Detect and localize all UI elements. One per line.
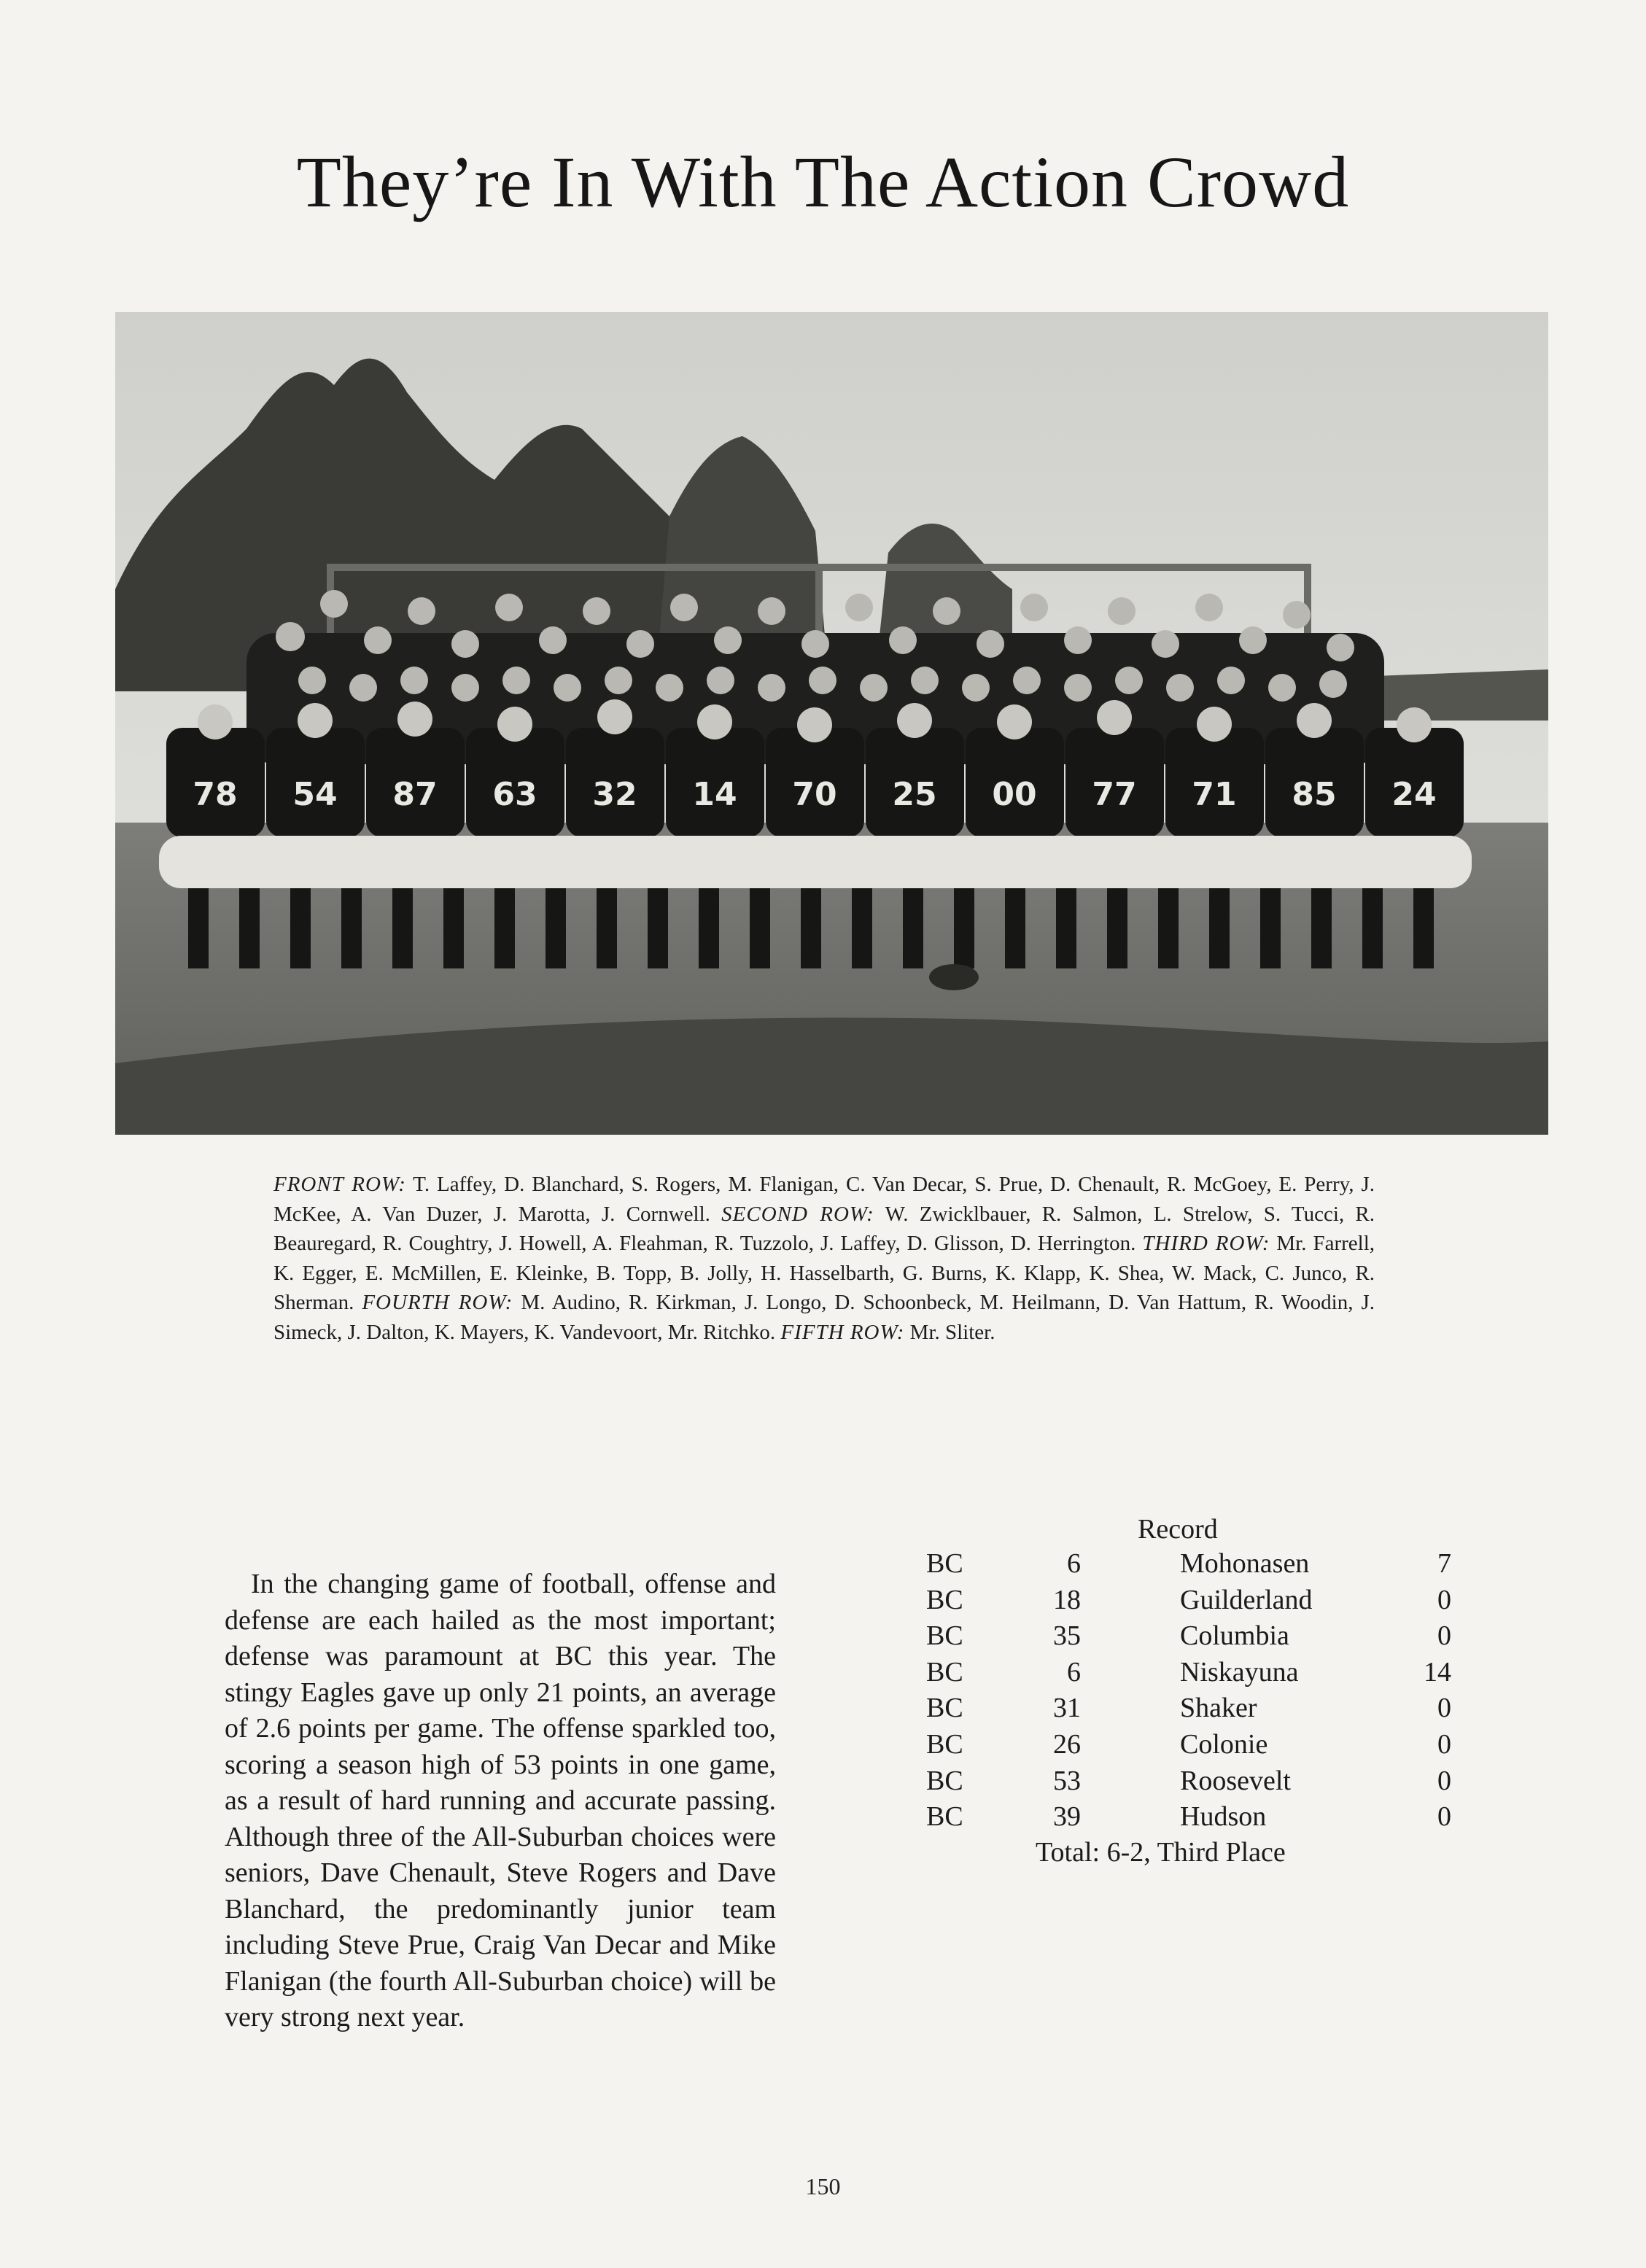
score-cell: 31 (1053, 1693, 1081, 1724)
jersey-number: 77 (1092, 776, 1137, 813)
front-row-label: FRONT ROW: (273, 1173, 406, 1196)
score-cell: 53 (1053, 1765, 1081, 1796)
record-title: Record (1138, 1514, 1218, 1545)
score-cell: 26 (1053, 1728, 1081, 1760)
record-row (926, 1546, 1451, 1582)
team-cell: BC (926, 1693, 963, 1724)
second-row-names: W. Zwicklbauer, R. Salmon, L. Strelow, S. Tucci, R. Beauregard, R. Coughtry, J. Howell, A. Fleahman, R. Tuzzolo, J. Laffey, D. Glisson, D. Herrington. (273, 1202, 1375, 1255)
record-row (926, 1618, 1451, 1655)
jersey-number: 87 (392, 776, 438, 813)
score-cell: 6 (1067, 1656, 1081, 1688)
jersey-number: 25 (892, 776, 937, 813)
team-photo-illustration (115, 312, 1548, 1135)
opponent-score-cell: 14 (1424, 1656, 1451, 1688)
jersey-number: 24 (1391, 776, 1437, 813)
jersey-number: 85 (1292, 776, 1337, 813)
photo-caption (273, 1170, 1375, 1347)
fourth-row-names: M. Audino, R. Kirkman, J. Longo, D. Schoonbeck, M. Heilmann, D. Van Hattum, R. Woodin, J. Simeck, J. Dalton, K. Mayers, K. Vandevoort, Mr. Ritchko. (273, 1291, 1375, 1344)
score-cell: 39 (1053, 1801, 1081, 1833)
second-row-label: SECOND ROW: (721, 1202, 874, 1226)
team-cell: BC (926, 1765, 963, 1796)
opponent-score-cell: 0 (1437, 1801, 1451, 1833)
jersey-number: 00 (992, 776, 1037, 813)
score-cell: 6 (1067, 1548, 1081, 1579)
fifth-row-names: Mr. Sliter. (909, 1320, 995, 1344)
fifth-row-label: FIFTH ROW: (780, 1320, 905, 1344)
opponent-score-cell: 0 (1437, 1620, 1451, 1652)
record-row (926, 1763, 1451, 1800)
record-row (926, 1727, 1451, 1763)
opponent-score-cell: 7 (1437, 1548, 1451, 1579)
team-cell: BC (926, 1728, 963, 1760)
opponent-cell: Columbia (1180, 1620, 1289, 1652)
opponent-cell: Roosevelt (1180, 1765, 1291, 1796)
jersey-number: 71 (1192, 776, 1237, 813)
record-total: Total: 6-2, Third Place (1036, 1837, 1286, 1868)
team-cell: BC (926, 1548, 963, 1579)
jersey-number: 70 (792, 776, 837, 813)
fourth-row-label: FOURTH ROW: (362, 1291, 513, 1314)
jersey-number: 32 (592, 776, 637, 813)
jersey-number: 54 (292, 776, 338, 813)
team-photo (115, 312, 1548, 1135)
opponent-cell: Niskayuna (1180, 1656, 1299, 1688)
record-row (926, 1582, 1451, 1619)
jersey-number: 63 (492, 776, 537, 813)
page-number: 150 (805, 2173, 841, 2199)
opponent-score-cell: 0 (1437, 1584, 1451, 1615)
record-row (926, 1690, 1451, 1727)
jersey-number: 14 (692, 776, 737, 813)
opponent-cell: Hudson (1180, 1801, 1267, 1833)
article-body (225, 1566, 776, 2036)
article-paragraph: In the changing game of football, offense and defense are each hailed as the most important; defense was paramount at BC this year. The stingy Eagles gave up only 21 points, an average of 2.6 points per game. The offense sparkled too, scoring a season high of 53 points in one game, as a result of hard running and accurate passing. Although three of the All-Suburban choices were seniors, Dave Chenault, Steve Rogers and Dave Blanchard, the predominantly junior team including Steve Prue, Craig Van Decar and Mike Flanigan (the fourth All-Suburban choice) will be very strong next year. (225, 1569, 776, 2032)
opponent-cell: Colonie (1180, 1728, 1268, 1760)
team-cell: BC (926, 1620, 963, 1652)
opponent-cell: Guilderland (1180, 1584, 1313, 1615)
third-row-label: THIRD ROW: (1142, 1232, 1270, 1255)
opponent-cell: Mohonasen (1180, 1548, 1310, 1579)
team-cell: BC (926, 1584, 963, 1615)
page-title: They’re In With The Action Crowd (296, 141, 1350, 222)
opponent-score-cell: 0 (1437, 1765, 1451, 1796)
score-cell: 35 (1053, 1620, 1081, 1652)
jersey-number: 78 (193, 776, 238, 813)
record-row (926, 1655, 1451, 1691)
opponent-score-cell: 0 (1437, 1693, 1451, 1724)
opponent-score-cell: 0 (1437, 1728, 1451, 1760)
third-row-names: Mr. Farrell, K. Egger, E. McMillen, E. Kleinke, B. Topp, B. Jolly, H. Hasselbarth, G. Burns, K. Klapp, K. Shea, W. Mack, C. Junco, R. Sherman. (273, 1232, 1375, 1314)
team-cell: BC (926, 1801, 963, 1833)
front-row-names: T. Laffey, D. Blanchard, S. Rogers, M. Flanigan, C. Van Decar, S. Prue, D. Chenault, R. McGoey, E. Perry, J. McKee, A. Van Duzer, J. Marotta, J. Cornwell. (273, 1173, 1375, 1226)
record-table (926, 1546, 1451, 1836)
team-cell: BC (926, 1656, 963, 1688)
score-cell: 18 (1053, 1584, 1081, 1615)
record-row (926, 1799, 1451, 1836)
opponent-cell: Shaker (1180, 1693, 1257, 1724)
